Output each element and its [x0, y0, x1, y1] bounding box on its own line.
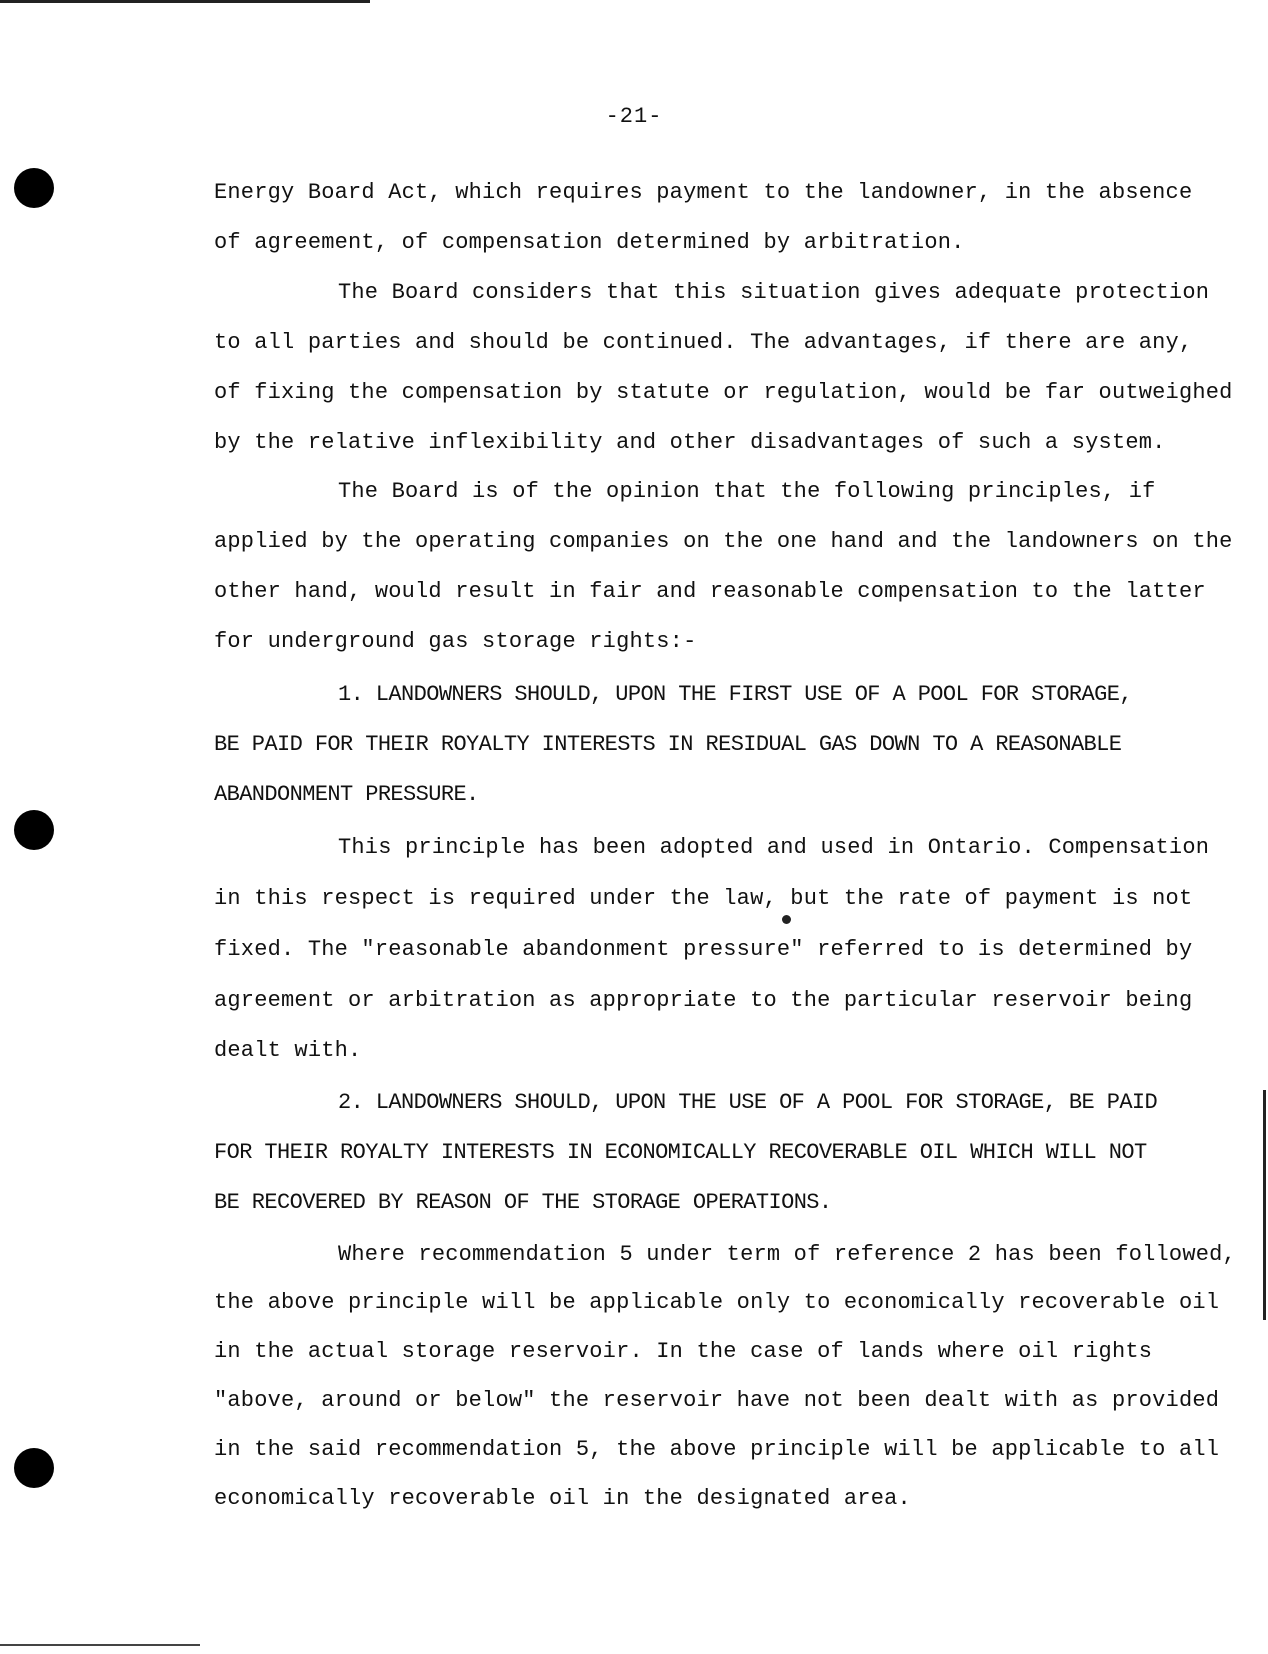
- text-line: economically recoverable oil in the designated area.: [214, 1486, 911, 1511]
- ink-smudge: [782, 915, 791, 924]
- text-line: to all parties and should be continued. The advantages, if there are any,: [214, 330, 1193, 355]
- bottom-edge-rule: [0, 1644, 200, 1646]
- text-line: The Board is of the opinion that the following principles, if: [338, 479, 1156, 504]
- top-edge-rule: [0, 0, 370, 3]
- principle-heading-line: ABANDONMENT PRESSURE.: [214, 782, 479, 807]
- text-line: in the said recommendation 5, the above principle will be applicable to all: [214, 1437, 1220, 1462]
- right-edge-rule: [1263, 1090, 1266, 1320]
- text-line: The Board considers that this situation gives adequate protection: [338, 280, 1210, 305]
- text-line: fixed. The "reasonable abandonment pressure" referred to is determined by: [214, 937, 1193, 962]
- principle-heading-line: 1. LANDOWNERS SHOULD, UPON THE FIRST USE OF A POOL FOR STORAGE,: [338, 682, 1132, 707]
- principle-heading-line: FOR THEIR ROYALTY INTERESTS IN ECONOMICALLY RECOVERABLE OIL WHICH WILL NOT: [214, 1140, 1147, 1165]
- punch-hole: [14, 810, 54, 850]
- text-line: in this respect is required under the law, but the rate of payment is not: [214, 886, 1193, 911]
- principle-heading-line: BE RECOVERED BY REASON OF THE STORAGE OPERATIONS.: [214, 1190, 832, 1215]
- text-line: by the relative inflexibility and other disadvantages of such a system.: [214, 430, 1166, 455]
- text-line: for underground gas storage rights:-: [214, 629, 697, 654]
- text-line: applied by the operating companies on the one hand and the landowners on the: [214, 529, 1233, 554]
- principle-heading-line: BE PAID FOR THEIR ROYALTY INTERESTS IN RESIDUAL GAS DOWN TO A REASONABLE: [214, 732, 1122, 757]
- punch-hole: [14, 1448, 54, 1488]
- text-line: in the actual storage reservoir. In the case of lands where oil rights: [214, 1339, 1153, 1364]
- text-line: dealt with.: [214, 1038, 362, 1063]
- text-line: This principle has been adopted and used in Ontario. Compensation: [338, 835, 1210, 860]
- text-line: of fixing the compensation by statute or regulation, would be far outweighed: [214, 380, 1233, 405]
- text-line: the above principle will be applicable only to economically recoverable oil: [214, 1290, 1220, 1315]
- text-line: Where recommendation 5 under term of reference 2 has been followed,: [338, 1242, 1236, 1267]
- page-number: -21-: [605, 104, 663, 129]
- text-line: other hand, would result in fair and reasonable compensation to the latter: [214, 579, 1206, 604]
- principle-heading-line: 2. LANDOWNERS SHOULD, UPON THE USE OF A POOL FOR STORAGE, BE PAID: [338, 1090, 1158, 1115]
- punch-hole: [14, 168, 54, 208]
- text-line: of agreement, of compensation determined by arbitration.: [214, 230, 965, 255]
- text-line: agreement or arbitration as appropriate to the particular reservoir being: [214, 988, 1193, 1013]
- text-line: Energy Board Act, which requires payment to the landowner, in the absence: [214, 180, 1193, 205]
- text-line: "above, around or below" the reservoir have not been dealt with as provided: [214, 1388, 1220, 1413]
